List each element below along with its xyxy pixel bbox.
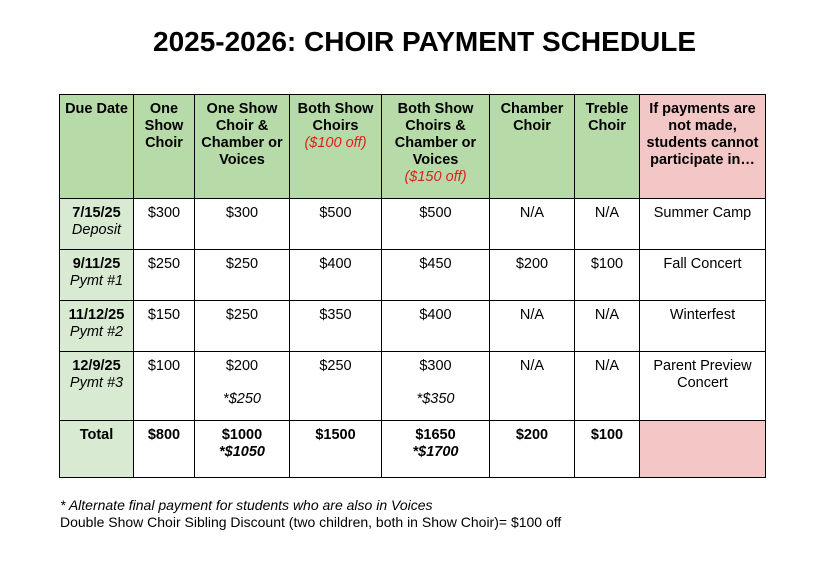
footnote-sibling-discount: Double Show Choir Sibling Discount (two children, both in Show Choir)= $100 off <box>60 514 562 530</box>
event-cell: Fall Concert <box>640 250 766 301</box>
treble-choir-cell: N/A <box>575 301 640 352</box>
alternate-total: *$1050 <box>219 444 265 460</box>
due-date-cell: 12/9/25 Pymt #3 <box>60 352 134 421</box>
table-row <box>60 199 766 250</box>
chamber-choir-cell: N/A <box>490 199 575 250</box>
both-show-choirs-total: $1500 <box>290 421 382 478</box>
one-show-choir-cell: $150 <box>134 301 195 352</box>
chamber-choir-total: $200 <box>490 421 575 478</box>
both-show-chamber-cell: $300 *$350 <box>382 352 490 421</box>
chamber-choir-cell: N/A <box>490 301 575 352</box>
total-row <box>60 421 766 478</box>
header-one-show-choir-chamber-voices: One Show Choir & Chamber or Voices <box>195 95 290 199</box>
one-show-chamber-cell: $250 <box>195 301 290 352</box>
one-show-chamber-total: $1000 *$1050 <box>195 421 290 478</box>
header-row <box>60 95 766 199</box>
one-show-chamber-cell: $250 <box>195 250 290 301</box>
both-show-chamber-cell: $400 <box>382 301 490 352</box>
header-both-show-choirs: Both Show Choirs ($100 off) <box>290 95 382 199</box>
header-one-show-choir: One Show Choir <box>134 95 195 199</box>
header-both-show-choirs-chamber-voices: Both Show Choirs & Chamber or Voices ($150 off) <box>382 95 490 199</box>
alternate-payment: *$250 <box>223 391 261 407</box>
header-chamber-choir: Chamber Choir <box>490 95 575 199</box>
one-show-choir-cell: $250 <box>134 250 195 301</box>
both-show-choirs-cell: $500 <box>290 199 382 250</box>
one-show-chamber-cell: $300 <box>195 199 290 250</box>
due-date-cell: 9/11/25 Pymt #1 <box>60 250 134 301</box>
footnote-alternate-payment: * Alternate final payment for students who are also in Voices <box>60 497 433 513</box>
both-show-chamber-cell: $450 <box>382 250 490 301</box>
header-due-date: Due Date <box>60 95 134 199</box>
header-treble-choir: Treble Choir <box>575 95 640 199</box>
chamber-choir-cell: $200 <box>490 250 575 301</box>
footnotes <box>60 497 561 531</box>
alternate-total: *$1700 <box>412 444 459 460</box>
both-show-choirs-cell: $400 <box>290 250 382 301</box>
discount-note: ($150 off) <box>404 169 467 185</box>
chamber-choir-cell: N/A <box>490 352 575 421</box>
both-show-choirs-cell: $250 <box>290 352 382 421</box>
event-cell: Summer Camp <box>640 199 766 250</box>
table-row <box>60 250 766 301</box>
discount-note: ($100 off) <box>304 135 367 151</box>
page-title: 2025-2026: CHOIR PAYMENT SCHEDULE <box>153 26 697 57</box>
table-row <box>60 352 766 421</box>
one-show-choir-cell: $100 <box>134 352 195 421</box>
one-show-chamber-cell: $200 *$250 <box>195 352 290 421</box>
alternate-payment: *$350 <box>416 391 455 407</box>
header-participation-warning: If payments are not made, students cannot participate in… <box>640 95 766 199</box>
payment-schedule-table <box>59 94 766 478</box>
one-show-choir-cell: $300 <box>134 199 195 250</box>
treble-choir-total: $100 <box>575 421 640 478</box>
event-cell: Winterfest <box>640 301 766 352</box>
empty-warning-cell <box>640 421 766 478</box>
due-date-cell: 11/12/25 Pymt #2 <box>60 301 134 352</box>
treble-choir-cell: N/A <box>575 199 640 250</box>
table-row <box>60 301 766 352</box>
due-date-cell: 7/15/25 Deposit <box>60 199 134 250</box>
treble-choir-cell: $100 <box>575 250 640 301</box>
both-show-choirs-cell: $350 <box>290 301 382 352</box>
treble-choir-cell: N/A <box>575 352 640 421</box>
one-show-choir-total: $800 <box>134 421 195 478</box>
both-show-chamber-cell: $500 <box>382 199 490 250</box>
event-cell: Parent Preview Concert <box>640 352 766 421</box>
total-label: Total <box>60 421 134 478</box>
both-show-chamber-total: $1650 *$1700 <box>382 421 490 478</box>
